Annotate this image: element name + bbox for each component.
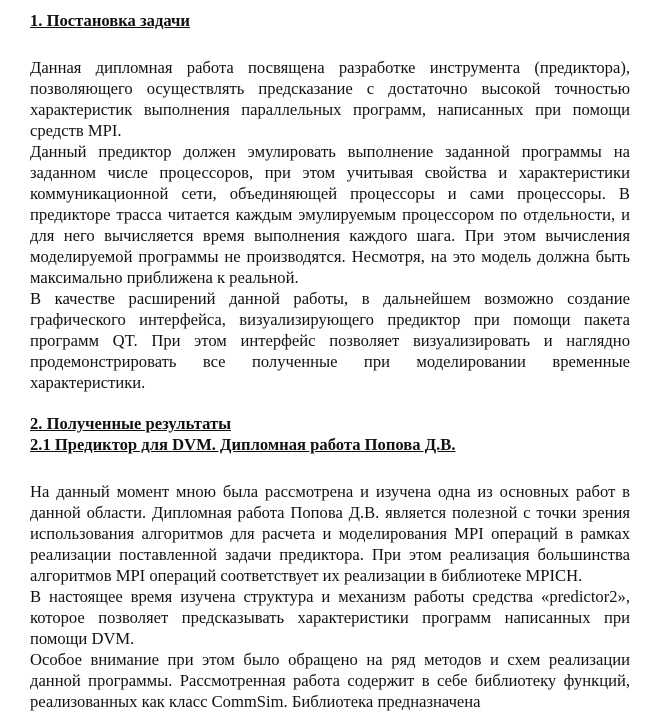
section-2-paragraph: Особое внимание при этом было обращено на ряд методов и схем реализации данной программы. Рассмотренная работа содержит в себе библиотеку функций, реализованных как класс CommSim. Библиотека предназначена: [30, 650, 630, 711]
section-2-1-subheading: 2.1 Предиктор для DVM. Дипломная работа Попова Д.В.: [30, 435, 456, 454]
section-1-paragraph: В качестве расширений данной работы, в дальнейшем возможно создание графического интерфейса, визуализирующего предиктор при помощи пакета программ QT. При этом интерфейс позволяет визуализировать и наглядно продемонстрировать все полученные при моделировании временные характеристики.: [30, 289, 630, 392]
document-page: [30, 10, 630, 712]
section-1-paragraph: Данная дипломная работа посвящена разработке инструмента (предиктора), позволяющего осуществлять предсказание с достаточно высокой точностью характеристик выполнения параллельных программ, написанных при помощи средств MPI.: [30, 58, 630, 140]
section-2-paragraph: На данный момент мною была рассмотрена и изучена одна из основных работ в данной области. Дипломная работа Попова Д.В. является полезной с точки зрения использования алгоритмов для расчета и моделирования MPI операций в рамках реализации поставленной задачи предиктора. При этом реализация большинства алгоритмов MPI операций соответствует их реализации в библиотеке MPICH.: [30, 482, 630, 585]
section-1-paragraph: Данный предиктор должен эмулировать выполнение заданной программы на заданном числе процессоров, при этом учитывая свойства и характеристики коммуникационной сети, объединяющей процессоры и сами процессоры. В предикторе трасса читается каждым эмулируемым процессором по отдельности, и для него вычисляется время выполнения каждого шага. При этом вычисления моделируемой программы не производятся. Несмотря, на это модель должна быть максимально приближена к реальной.: [30, 142, 630, 287]
section-2-paragraph: В настоящее время изучена структура и механизм работы средства «predictor2», которое позволяет предсказывать характеристики программ написанных при помощи DVM.: [30, 587, 630, 648]
section-2-heading: 2. Полученные результаты: [30, 414, 232, 433]
section-1-heading: 1. Постановка задачи: [30, 11, 190, 30]
